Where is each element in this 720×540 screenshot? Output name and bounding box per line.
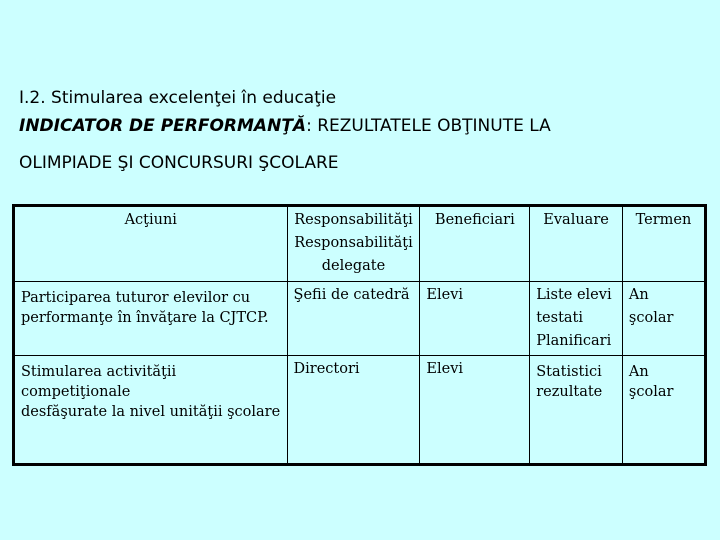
header-beneficiaries: Beneficiari: [420, 206, 530, 282]
cell-evaluation-line: Statistici: [536, 364, 602, 380]
cell-term-line: An: [628, 364, 649, 380]
cell-evaluation-line: Planificari: [536, 333, 612, 349]
section-title: I.2. Stimularea excelenţei în educaţie: [19, 88, 337, 108]
indicator-line: [19, 116, 551, 136]
cell-responsible: Şefii de catedră: [287, 282, 420, 356]
cell-evaluation-line: Liste elevi: [536, 287, 612, 303]
indicator-value: REZULTATELE OBŢINUTE LA: [311, 116, 551, 136]
header-term: Termen: [622, 206, 705, 282]
cell-beneficiaries: Elevi: [420, 282, 530, 356]
header-responsibilities: [287, 206, 420, 282]
cell-action-line: Stimularea activităţii competiţionale: [21, 364, 177, 400]
header-actions: Acţiuni: [14, 206, 288, 282]
cell-evaluation-line: testati: [536, 310, 584, 326]
table-header-row: [14, 206, 706, 282]
cell-term-line: şcolar: [628, 310, 674, 326]
cell-term: [622, 282, 705, 356]
cell-evaluation-line: rezultate: [536, 384, 603, 400]
cell-term: [622, 356, 705, 465]
header-responsibilities-line: Responsabilităţi: [294, 212, 413, 228]
indicator-label: INDICATOR DE PERFORMANŢĂ: [19, 116, 307, 136]
indicator-value-continued: OLIMPIADE ŞI CONCURSURI ŞCOLARE: [19, 153, 339, 173]
cell-term-line: şcolar: [628, 384, 674, 400]
cell-term-line: An: [628, 287, 649, 303]
cell-action: [14, 282, 288, 356]
cell-action-line: desfăşurate la nivel unităţii şcolare: [21, 404, 281, 420]
cell-beneficiaries: Elevi: [420, 356, 530, 465]
header-responsibilities-line: delegate: [321, 258, 386, 274]
table-row: [14, 356, 706, 465]
cell-responsible: Directori: [287, 356, 420, 465]
cell-evaluation: [530, 282, 623, 356]
cell-action-line: performanţe în învăţare la CJTCP.: [21, 310, 269, 326]
performance-table: [12, 204, 707, 466]
cell-action-line: Participarea tuturor elevilor cu: [21, 290, 251, 306]
indicator-colon: :: [306, 116, 312, 136]
cell-evaluation: [530, 356, 623, 465]
table-row: [14, 282, 706, 356]
header-responsibilities-line: Responsabilităţi: [294, 235, 413, 251]
header-evaluation: Evaluare: [530, 206, 623, 282]
cell-action: [14, 356, 288, 465]
